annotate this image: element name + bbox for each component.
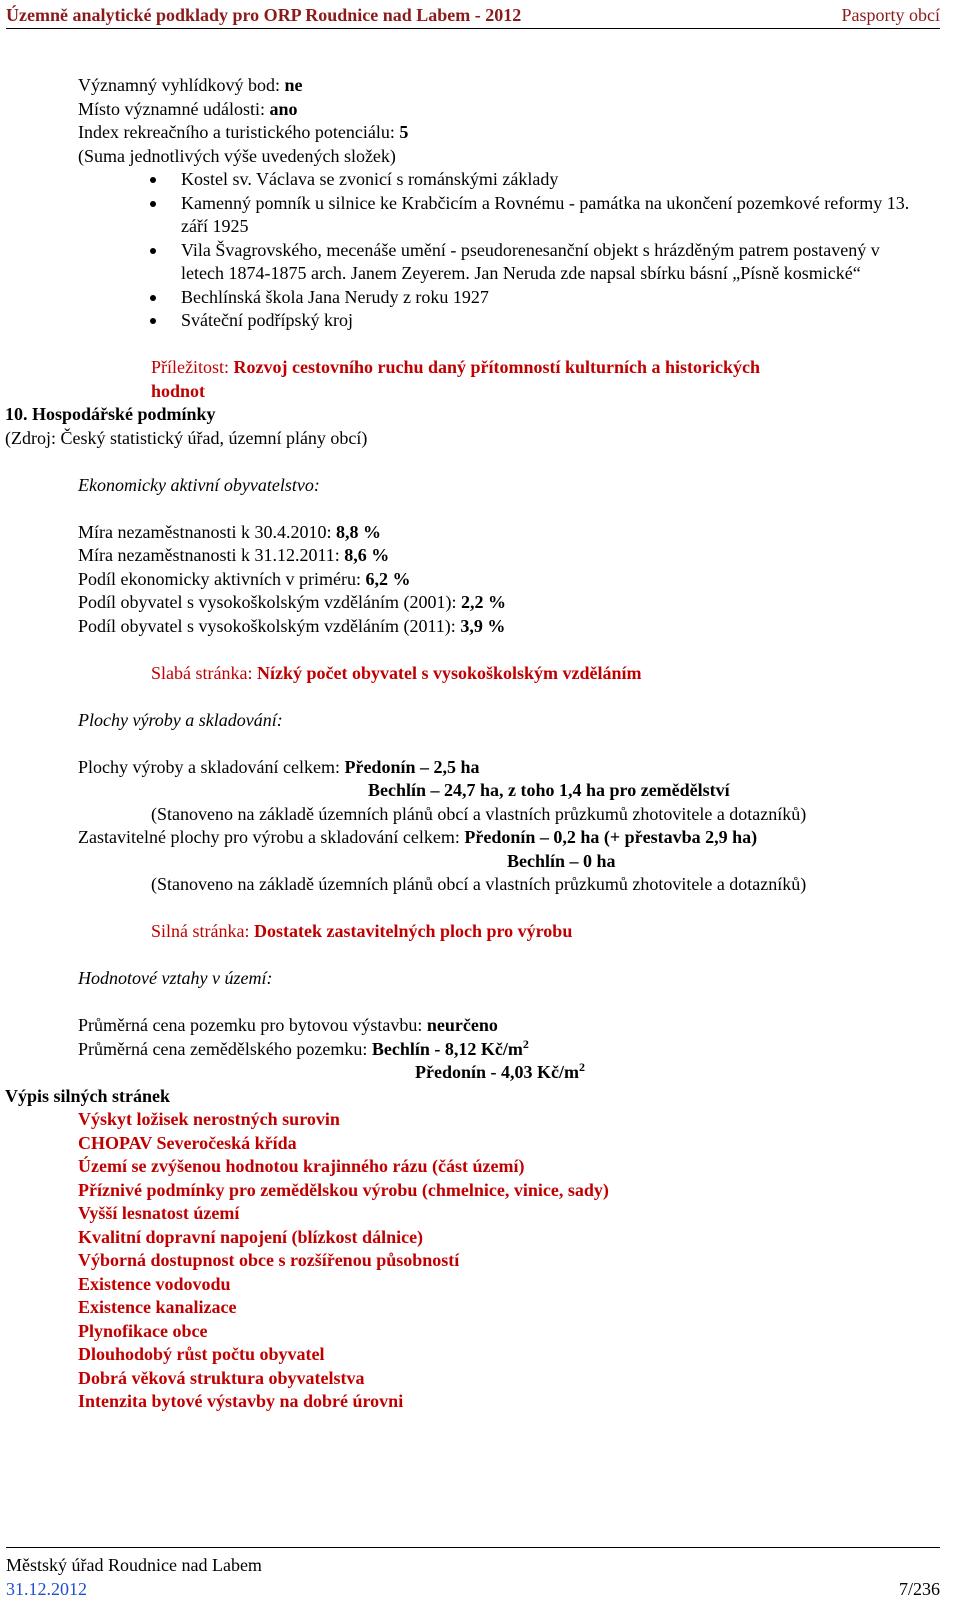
price-agri-row: Průměrná cena zemědělského pozemku: Bechlín - 8,12 $Kč/m^2$	[78, 1036, 529, 1059]
index-label: Index rekreačního a turistického potenciálu:	[78, 122, 395, 142]
weakness-row: Slabá stránka: Nízký počet obyvatel s vysokoškolským vzděláním	[151, 662, 642, 683]
index-value: 5	[399, 122, 409, 142]
header-section: Pasporty obcí	[841, 5, 940, 25]
bullet-icon	[150, 248, 156, 254]
price-build-row: Průměrná cena pozemku pro bytovou výstavbu: neurčeno	[78, 1015, 498, 1035]
list-item: Dlouhodobý růst počtu obyvatel	[78, 1344, 325, 1364]
bullet-icon	[150, 295, 156, 301]
sum-note: (Suma jednotlivých výše uvedených složek)	[78, 145, 396, 166]
strength-row: Silná stránka: Dostatek zastavitelných ploch pro výrobu	[151, 921, 573, 941]
monument-list	[0, 168, 960, 333]
list-item: Kvalitní dopravní napojení (blízkost dálnice)	[78, 1226, 424, 1247]
list-item: Bechlínská škola Jana Nerudy z roku 1927	[181, 286, 921, 310]
list-item: Existence vodovodu	[78, 1273, 231, 1294]
opportunity-value: Rozvoj cestovního ruchu daný přítomností kulturních a historických	[233, 357, 761, 377]
stat-row: Míra nezaměstnanosti k 31.12.2011: 8,6 %	[78, 545, 390, 565]
list-item: Sváteční podřípský kroj	[181, 309, 921, 333]
production-heading: Plochy výroby a skladování:	[78, 709, 283, 730]
strengths-list	[0, 1108, 960, 1414]
section-heading: 10. Hospodářské podmínky	[5, 404, 216, 424]
list-item: Plynofikace obce	[78, 1320, 208, 1341]
list-item: Existence kanalizace	[78, 1297, 237, 1317]
event-label: Místo významné události:	[78, 98, 265, 119]
list-item: CHOPAV Severočeská křída	[78, 1132, 297, 1153]
section-source: (Zdroj: Český statistický úřad, územní plány obcí)	[5, 427, 368, 448]
stat-row: Podíl obyvatel s vysokoškolským vzděláním (2001): 2,2 %	[78, 592, 506, 612]
stat-row: Podíl ekonomicky aktivních v priméru: 6,2 %	[78, 568, 411, 589]
index-row	[0, 121, 960, 145]
event-row	[0, 98, 960, 122]
list-item: Dobrá věková struktura obyvatelstva	[78, 1367, 365, 1388]
bullet-icon	[150, 318, 156, 324]
page-header	[6, 2, 940, 29]
buildable-row-2: Bechlín – 0 ha	[507, 850, 616, 871]
footer-organization: Městský úřad Roudnice nad Labem	[6, 1555, 262, 1575]
list-item: Kostel sv. Václava se zvonicí s románskými základy	[181, 168, 921, 192]
list-item: Výskyt ložisek nerostných surovin	[78, 1109, 340, 1129]
list-item: Intenzita bytové výstavby na dobré úrovni	[78, 1391, 404, 1411]
list-item: Příznivé podmínky pro zemědělskou výrobu (chmelnice, vinice, sady)	[78, 1179, 609, 1200]
opportunity-label: Příležitost:	[151, 357, 229, 377]
buildable-note: (Stanoveno na základě územních plánů obcí a vlastních průzkumů zhotovitele a dotazníků)	[151, 874, 807, 894]
list-item: Území se zvýšenou hodnotou krajinného rázu (část území)	[78, 1156, 525, 1176]
list-item: Kamenný pomník u silnice ke Krabčicím a Rovnému - památka na ukončení pozemkové reformy 13. září 1925	[181, 192, 921, 239]
stat-row: Míra nezaměstnanosti k 30.4.2010: 8,8 %	[78, 521, 381, 542]
header-title: Územně analytické podklady pro ORP Roudnice nad Labem - 2012	[6, 5, 522, 25]
opportunity-row	[0, 356, 960, 380]
event-value: ano	[269, 98, 298, 119]
strengths-heading: Výpis silných stránek	[5, 1085, 171, 1106]
list-item: Vila Švagrovského, mecenáše umění - pseudorenesanční objekt s hrázděným patrem postavený v letech 1874-1875 arch. Janem Zeyerem. Jan Neruda zde napsal sbírku básní „Písně kosmické“	[181, 239, 921, 286]
footer-date: 31.12.2012	[6, 1578, 87, 1599]
opportunity-row-cont: hodnot	[151, 380, 206, 401]
list-item: Vyšší lesnatost území	[78, 1203, 240, 1223]
stat-row: Podíl obyvatel s vysokoškolským vzděláním (2011): 3,9 %	[78, 615, 506, 636]
viewpoint-label: Významný vyhlídkový bod:	[78, 75, 280, 95]
page-footer	[6, 1547, 940, 1601]
buildable-row: Zastavitelné plochy pro výrobu a skladování celkem: Předonín – 0,2 ha (+ přestavba 2,9 ha)	[78, 827, 758, 847]
value-heading: Hodnotové vztahy v území:	[78, 968, 273, 988]
page-number: 7/236	[898, 1578, 940, 1599]
active-population-heading: Ekonomicky aktivní obyvatelstvo:	[78, 474, 320, 495]
viewpoint-row	[0, 74, 960, 98]
page-content	[0, 74, 960, 1414]
production-note: (Stanoveno na základě územních plánů obcí a vlastních průzkumů zhotovitele a dotazníků)	[151, 803, 807, 824]
bullet-icon	[150, 177, 156, 183]
list-item: Výborná dostupnost obce s rozšířenou působností	[78, 1250, 460, 1270]
production-total-row: Plochy výroby a skladování celkem: Předonín – 2,5 ha	[78, 756, 480, 777]
production-total-row-2: Bechlín – 24,7 ha, z toho 1,4 ha pro zemědělství	[368, 780, 730, 800]
viewpoint-value: ne	[284, 75, 303, 95]
price-agri-row-2: Předonín - 4,03 $Kč/m^2$	[415, 1060, 585, 1082]
bullet-icon	[150, 201, 156, 207]
